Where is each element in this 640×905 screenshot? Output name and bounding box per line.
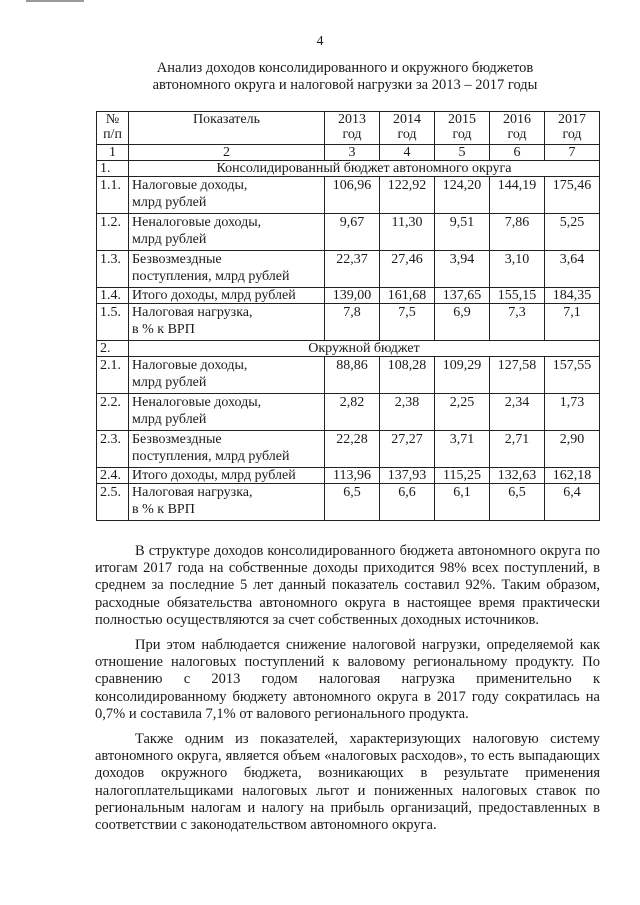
value-cell: 3,10 [490, 251, 545, 288]
value-cell: 6,4 [545, 484, 600, 521]
value-cell: 22,28 [325, 431, 380, 468]
section-number: 1. [97, 161, 129, 177]
indicator-cell [129, 288, 325, 304]
indicator-unit: млрд рублей [132, 375, 207, 390]
value-cell: 2,38 [380, 394, 435, 431]
table-header-row [97, 112, 600, 145]
row-number: 2.4. [97, 468, 129, 484]
header-year-2014: 2014 год [380, 112, 435, 145]
table-row [97, 251, 600, 288]
value-cell: 137,65 [435, 288, 490, 304]
index-cell: 4 [380, 145, 435, 161]
indicator-cell [129, 357, 325, 394]
index-cell: 2 [129, 145, 325, 161]
value-cell: 6,9 [435, 304, 490, 341]
value-cell: 7,3 [490, 304, 545, 341]
value-cell: 113,96 [325, 468, 380, 484]
paragraph-1: В структуре доходов консолидированного бюджета автономного округа по итогам 2017 года на собственные доходы приходится 98% всех поступлений, в среднем за последние 5 лет данный показатель составил 92%. Таким образом, расходные обязательства автономного округа в настоящее время практически полностью осуществляются за счет собственных доходных источников. [95, 543, 600, 628]
indicator-name: Итого доходы, млрд рублей [132, 288, 296, 303]
indicator-cell [129, 304, 325, 341]
section-row [97, 341, 600, 357]
table-row [97, 484, 600, 521]
row-number: 2.2. [97, 394, 129, 431]
value-cell: 3,71 [435, 431, 490, 468]
value-cell: 144,19 [490, 177, 545, 214]
section-number: 2. [97, 341, 129, 357]
value-cell: 27,27 [380, 431, 435, 468]
page-number: 4 [316, 34, 324, 49]
table-row [97, 177, 600, 214]
value-cell: 109,29 [435, 357, 490, 394]
header-year-2015: 2015 год [435, 112, 490, 145]
indicator-unit: млрд рублей [132, 195, 207, 210]
row-number: 2.5. [97, 484, 129, 521]
row-number: 2.1. [97, 357, 129, 394]
indicator-unit: млрд рублей [132, 412, 207, 427]
indicator-unit: поступления, млрд рублей [132, 449, 290, 464]
value-cell: 1,73 [545, 394, 600, 431]
table-row [97, 304, 600, 341]
value-cell: 6,1 [435, 484, 490, 521]
value-cell: 6,5 [490, 484, 545, 521]
indicator-name: Безвозмездные [132, 252, 222, 267]
indicator-name: Налоговые доходы, [132, 358, 248, 373]
row-number: 1.3. [97, 251, 129, 288]
value-cell: 184,35 [545, 288, 600, 304]
indicator-name: Неналоговые доходы, [132, 395, 262, 410]
index-cell: 5 [435, 145, 490, 161]
value-cell: 6,6 [380, 484, 435, 521]
column-index-row [97, 145, 600, 161]
value-cell: 2,34 [490, 394, 545, 431]
indicator-unit: в % к ВРП [132, 322, 195, 337]
value-cell: 157,55 [545, 357, 600, 394]
index-cell: 7 [545, 145, 600, 161]
paragraph-3: Также одним из показателей, характеризующих налоговую систему автономного округа, является объем «налоговых расходов», то есть выпадающих доходов окружного бюджета, возникающих в результате применения налогоплательщиками налоговых льгот и пониженных налоговых ставок по региональным налогам и налогу на прибыль организаций, предоставленных в соответствии с законодательством автономного округа. [95, 731, 600, 834]
document-title [95, 60, 595, 94]
value-cell: 108,28 [380, 357, 435, 394]
table-row [97, 394, 600, 431]
value-cell: 11,30 [380, 214, 435, 251]
paragraph-2: При этом наблюдается снижение налоговой нагрузки, определяемой как отношение налоговых поступлений к валовому региональному продукту. По сравнению с 2013 годом налоговая нагрузка применительно к консолидированному бюджету автономного округа в 2017 году сократилась на 0,7% и составила 7,1% от валового регионального продукта. [95, 637, 600, 722]
value-cell: 2,82 [325, 394, 380, 431]
row-number: 1.5. [97, 304, 129, 341]
value-cell: 88,86 [325, 357, 380, 394]
table-row [97, 357, 600, 394]
value-cell: 2,71 [490, 431, 545, 468]
value-cell: 9,51 [435, 214, 490, 251]
value-cell: 132,63 [490, 468, 545, 484]
indicator-unit: млрд рублей [132, 232, 207, 247]
indicator-name: Налоговая нагрузка, [132, 485, 253, 500]
indicator-cell [129, 431, 325, 468]
value-cell: 161,68 [380, 288, 435, 304]
indicator-name: Налоговые доходы, [132, 178, 248, 193]
header-indicator: Показатель [129, 112, 325, 145]
value-cell: 5,25 [545, 214, 600, 251]
section-row [97, 161, 600, 177]
section-title: Окружной бюджет [129, 341, 600, 357]
indicator-unit: в % к ВРП [132, 502, 195, 517]
value-cell: 7,1 [545, 304, 600, 341]
value-cell: 7,5 [380, 304, 435, 341]
indicator-unit: поступления, млрд рублей [132, 269, 290, 284]
title-line-2: автономного округа и налоговой нагрузки за 2013 – 2017 годы [152, 77, 538, 93]
header-num: № п/п [97, 112, 129, 145]
value-cell: 127,58 [490, 357, 545, 394]
indicator-cell [129, 177, 325, 214]
value-cell: 106,96 [325, 177, 380, 214]
value-cell: 7,86 [490, 214, 545, 251]
value-cell: 6,5 [325, 484, 380, 521]
value-cell: 27,46 [380, 251, 435, 288]
body-text [95, 543, 600, 842]
section-title: Консолидированный бюджет автономного округа [129, 161, 600, 177]
table-row [97, 468, 600, 484]
scan-edge-mark [26, 0, 84, 2]
index-cell: 6 [490, 145, 545, 161]
value-cell: 2,25 [435, 394, 490, 431]
header-year-2013: 2013 год [325, 112, 380, 145]
value-cell: 115,25 [435, 468, 490, 484]
value-cell: 9,67 [325, 214, 380, 251]
value-cell: 137,93 [380, 468, 435, 484]
value-cell: 175,46 [545, 177, 600, 214]
header-year-2017: 2017 год [545, 112, 600, 145]
indicator-cell [129, 251, 325, 288]
value-cell: 162,18 [545, 468, 600, 484]
value-cell: 139,00 [325, 288, 380, 304]
table-row [97, 431, 600, 468]
table-row [97, 214, 600, 251]
row-number: 1.4. [97, 288, 129, 304]
indicator-name: Налоговая нагрузка, [132, 305, 253, 320]
table-row [97, 288, 600, 304]
value-cell: 3,94 [435, 251, 490, 288]
indicator-name: Безвозмездные [132, 432, 222, 447]
value-cell: 2,90 [545, 431, 600, 468]
row-number: 1.2. [97, 214, 129, 251]
index-cell: 3 [325, 145, 380, 161]
value-cell: 122,92 [380, 177, 435, 214]
indicator-name: Итого доходы, млрд рублей [132, 468, 296, 483]
value-cell: 22,37 [325, 251, 380, 288]
title-line-1: Анализ доходов консолидированного и окружного бюджетов [156, 60, 534, 76]
value-cell: 7,8 [325, 304, 380, 341]
indicator-cell [129, 394, 325, 431]
budget-table [96, 111, 600, 521]
value-cell: 3,64 [545, 251, 600, 288]
index-cell: 1 [97, 145, 129, 161]
value-cell: 155,15 [490, 288, 545, 304]
indicator-cell [129, 214, 325, 251]
indicator-cell [129, 484, 325, 521]
row-number: 1.1. [97, 177, 129, 214]
indicator-cell [129, 468, 325, 484]
header-year-2016: 2016 год [490, 112, 545, 145]
indicator-name: Неналоговые доходы, [132, 215, 262, 230]
value-cell: 124,20 [435, 177, 490, 214]
row-number: 2.3. [97, 431, 129, 468]
